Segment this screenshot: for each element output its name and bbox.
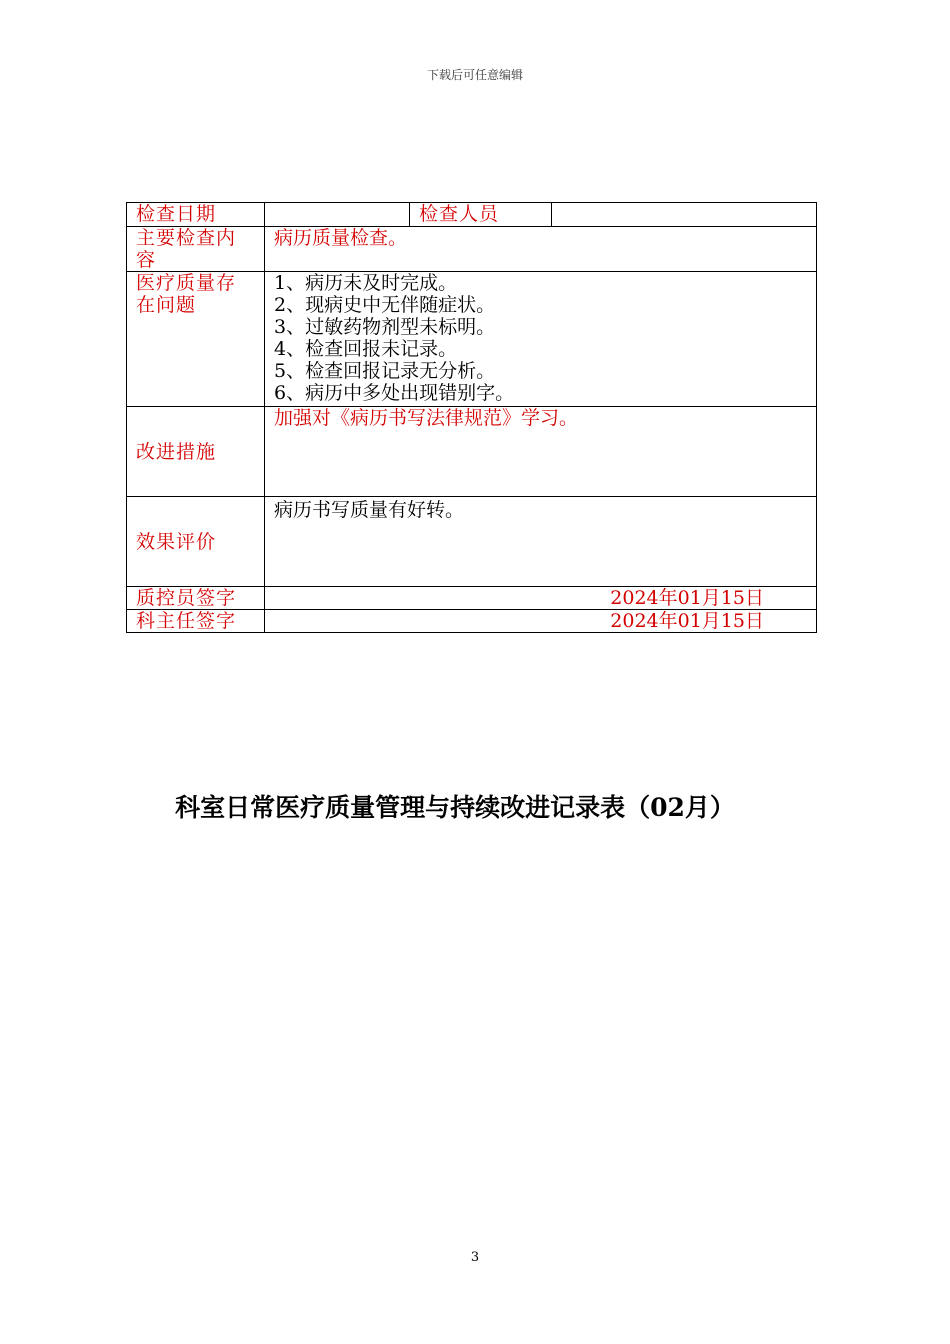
issue-item: 3、过敏药物剂型未标明。	[274, 316, 496, 338]
qc-sign-label: 质控员签字	[127, 587, 265, 610]
issue-item: 6、病历中多处出现错别字。	[274, 382, 515, 404]
main-content-value: 病历质量检查。	[265, 227, 817, 272]
main-content-label: 主要检查内容	[127, 227, 265, 272]
inspector-value	[552, 203, 817, 227]
director-sign-label: 科主任签字	[127, 610, 265, 633]
document-title: 科室日常医疗质量管理与持续改进记录表（02月）	[175, 793, 735, 822]
check-date-label: 检查日期	[127, 203, 265, 227]
issues-label: 医疗质量存在问题	[127, 272, 265, 407]
issue-item: 5、检查回报记录无分析。	[274, 360, 496, 382]
qc-sign-date: 2024年01月15日	[265, 587, 817, 610]
effect-value: 病历书写质量有好转。	[265, 497, 817, 587]
issue-item: 4、检查回报未记录。	[274, 338, 458, 360]
page-header: 下载后可任意编辑	[426, 68, 523, 82]
issues-list	[265, 272, 817, 407]
measures-label: 改进措施	[127, 407, 265, 497]
director-sign-date: 2024年01月15日	[265, 610, 817, 633]
issue-item: 2、现病史中无伴随症状。	[274, 294, 496, 316]
measures-value: 加强对《病历书写法律规范》学习。	[265, 407, 817, 497]
effect-label: 效果评价	[127, 497, 265, 587]
quality-record-table	[126, 202, 817, 633]
check-date-value	[265, 203, 410, 227]
page-number: 3	[470, 1250, 480, 1265]
inspector-label: 检查人员	[410, 203, 552, 227]
issue-item: 1、病历未及时完成。	[274, 272, 458, 294]
